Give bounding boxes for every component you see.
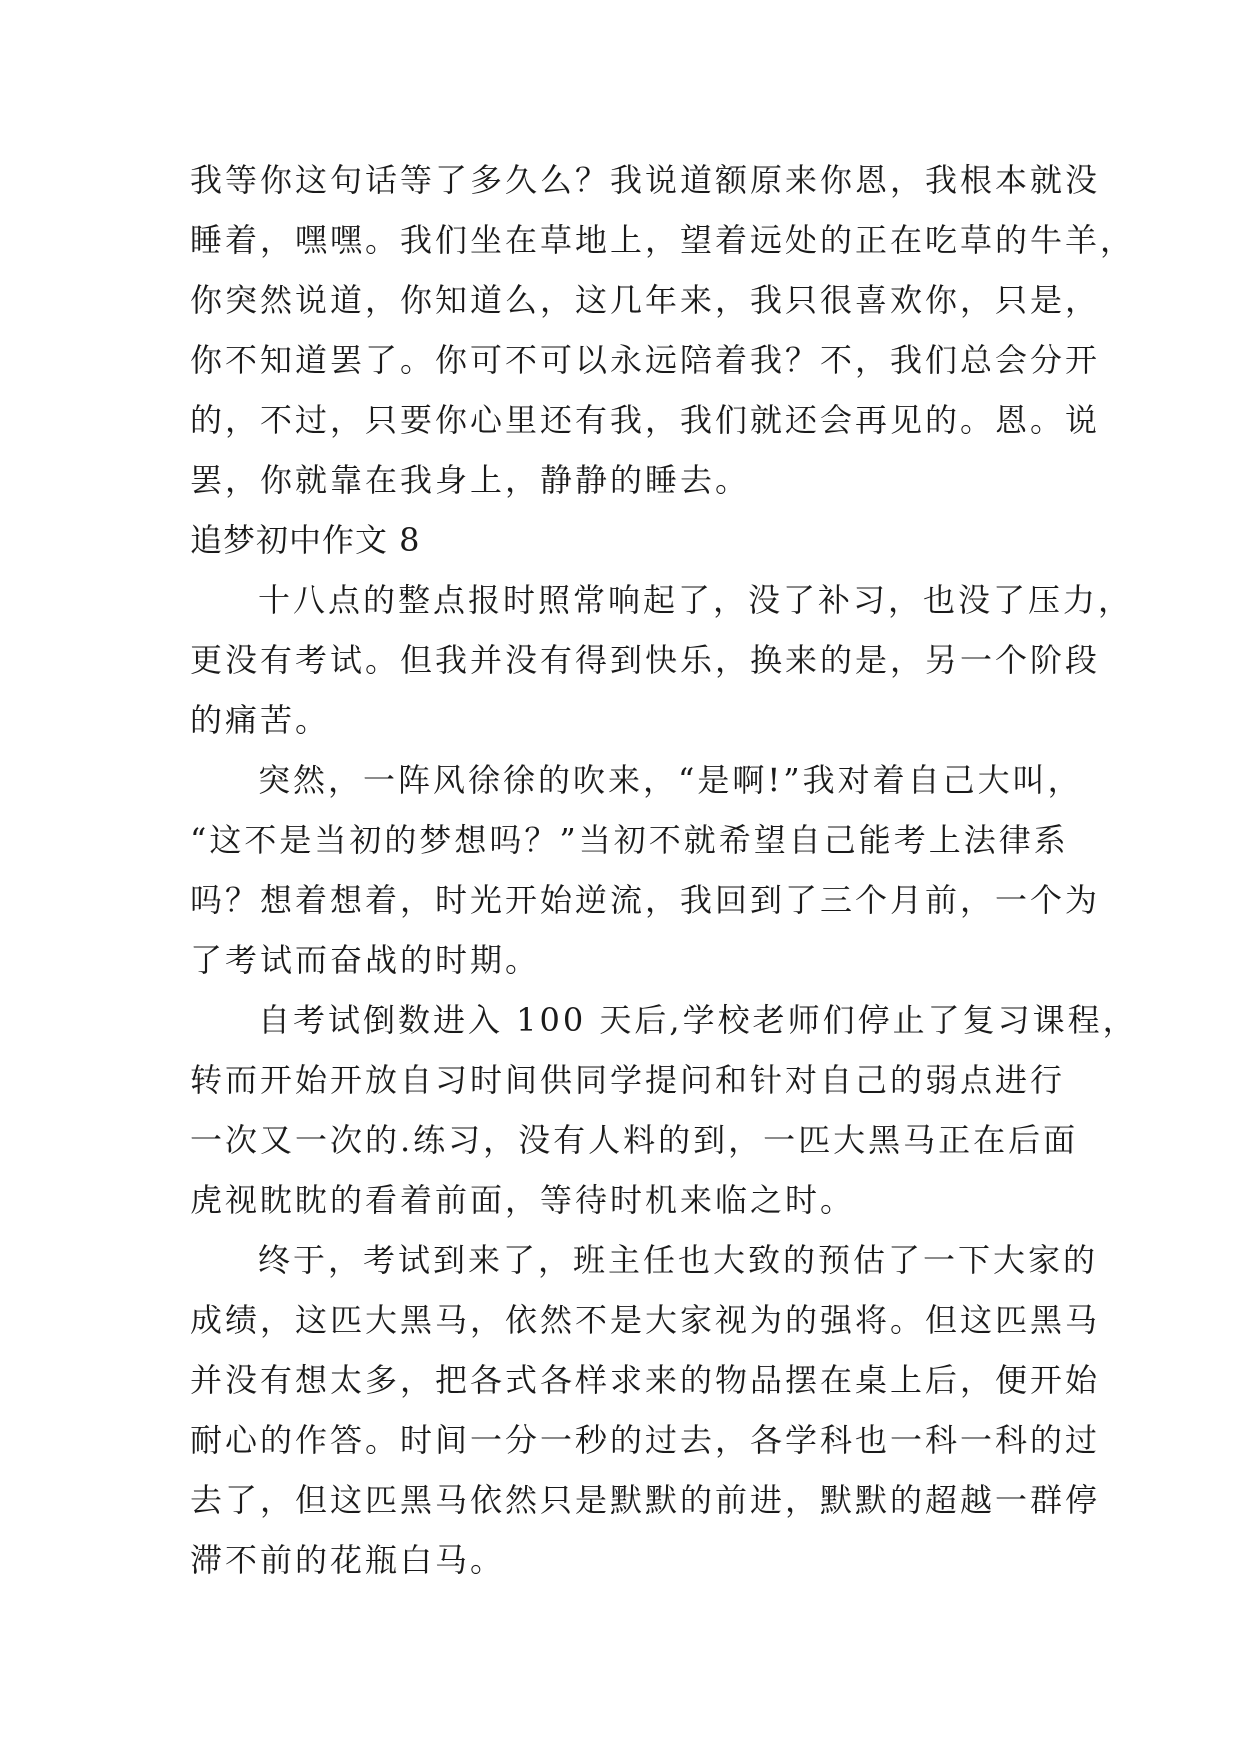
text-line: “这不是当初的梦想吗？”当初不就希望自己能考上法律系 [190, 821, 1069, 859]
text-line: 睡着，嘿嘿。我们坐在草地上，望着远处的正在吃草的牛羊， [190, 221, 1136, 259]
paragraph-4 [190, 1230, 1101, 1590]
text-line: 了考试而奋战的时期。 [190, 941, 541, 979]
text-line: 一次又一次的.练习，没有人料的到，一匹大黑马正在后面 [190, 1121, 1079, 1159]
text-line: 自考试倒数进入 100 天后,学校老师们停止了复习课程， [258, 1001, 1138, 1039]
text-line: 更没有考试。但我并没有得到快乐，换来的是，另一个阶段 [190, 641, 1101, 679]
text-line: 我等你这句话等了多久么？我说道额原来你恩，我根本就没 [190, 161, 1101, 199]
continued-paragraph [190, 150, 1136, 510]
paragraph-2 [190, 750, 1101, 990]
text-line: 吗？想着想着，时光开始逆流，我回到了三个月前，一个为 [190, 881, 1101, 919]
text-line: 耐心的作答。时间一分一秒的过去，各学科也一科一科的过 [190, 1421, 1101, 1459]
text-line: 转而开始开放自习时间供同学提问和针对自己的弱点进行 [190, 1061, 1066, 1099]
text-line: 十八点的整点报时照常响起了，没了补习，也没了压力， [258, 581, 1134, 619]
section-heading: 追梦初中作文 8 [190, 521, 421, 559]
paragraph-3 [190, 990, 1138, 1230]
text-line: 成绩，这匹大黑马，依然不是大家视为的强将。但这匹黑马 [190, 1301, 1101, 1339]
text-line: 虎视眈眈的看着前面，等待时机来临之时。 [190, 1181, 856, 1219]
document-page [190, 150, 1138, 1590]
text-line: 的痛苦。 [190, 701, 331, 739]
text-line: 你不知道罢了。你可不可以永远陪着我？不，我们总会分开 [190, 341, 1101, 379]
text-line: 去了，但这匹黑马依然只是默默的前进，默默的超越一群停 [190, 1481, 1101, 1519]
text-line: 突然，一阵风徐徐的吹来，“是啊!”我对着自己大叫， [258, 761, 1083, 799]
text-line: 滞不前的花瓶白马。 [190, 1541, 506, 1579]
paragraph-1 [190, 570, 1134, 750]
text-line: 你突然说道，你知道么，这几年来，我只很喜欢你，只是， [190, 281, 1101, 319]
text-line: 的，不过，只要你心里还有我，我们就还会再见的。恩。说 [190, 401, 1101, 439]
text-line: 终于，考试到来了，班主任也大致的预估了一下大家的 [258, 1241, 1099, 1279]
text-line: 罢，你就靠在我身上，静静的睡去。 [190, 461, 751, 499]
text-line: 并没有想太多，把各式各样求来的物品摆在桌上后，便开始 [190, 1361, 1101, 1399]
